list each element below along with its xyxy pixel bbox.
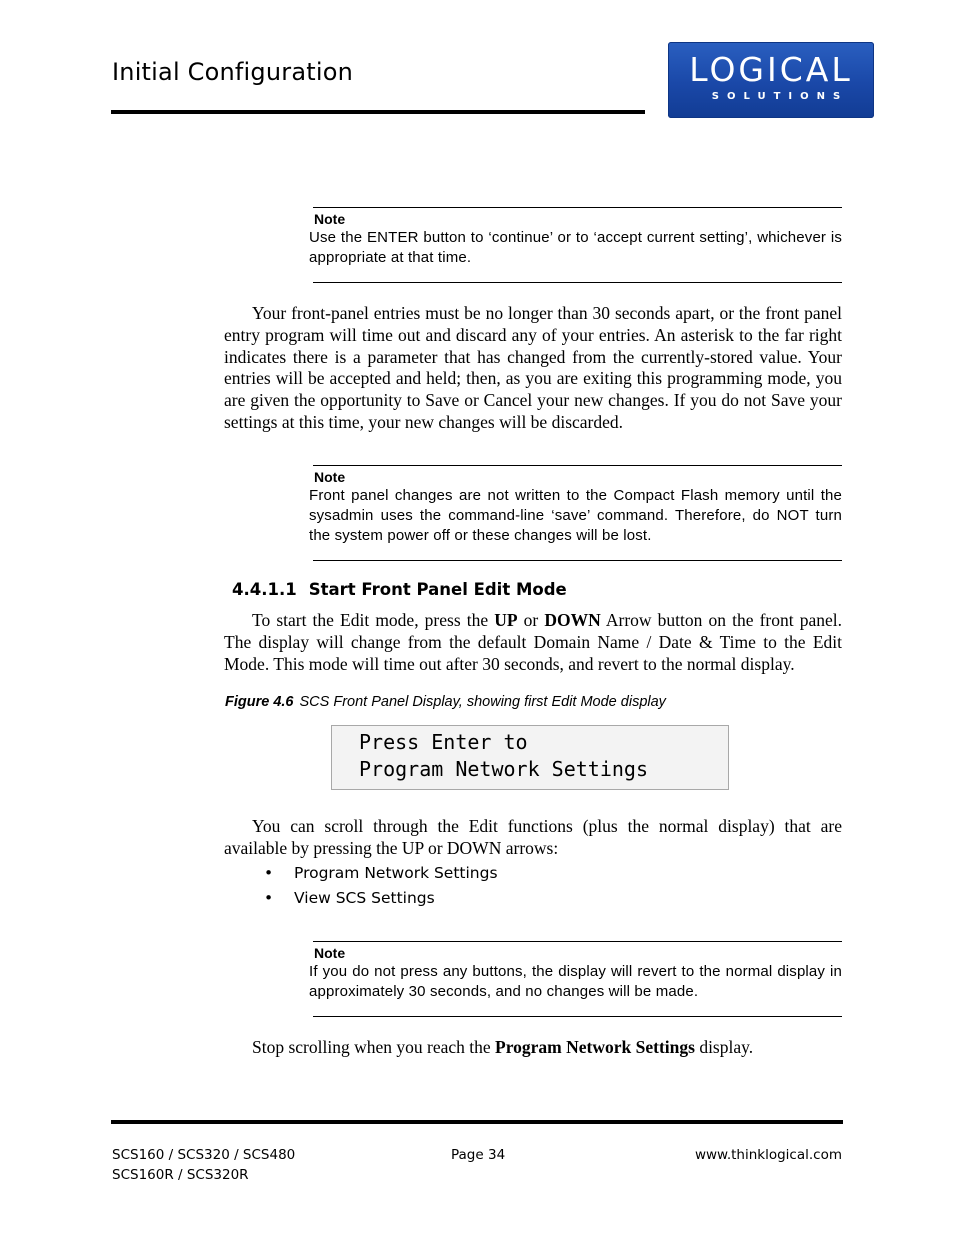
body-paragraph: Your front-panel entries must be no longer than 30 seconds apart, or the front panel entry program will time out and discard any of your entries. An asterisk to the far right indicates there is a parameter that has changed from the currently-stored value. Your entries will be accepted and held; then, as you are exiting this programming mode, you are given the opportunity to Save or Cancel your new changes. If you do not Save your settings at this time, your new changes will be discarded.: [224, 303, 842, 432]
section-number: 4.4.1.1: [232, 580, 297, 599]
footer-models: [112, 1145, 295, 1185]
note-text: Front panel changes are not written to the Compact Flash memory until the sysadmin uses the command-line ‘save’ command. Therefore, do NOT turn the system power off or these changes will be lost.: [309, 487, 842, 544]
list-item-text: View SCS Settings: [294, 889, 435, 907]
logical-solutions-logo: [668, 42, 874, 118]
note-box: [309, 207, 842, 283]
list-item: [264, 886, 498, 911]
page-title: Initial Configuration: [112, 58, 354, 86]
lcd-line-1: Press Enter to: [359, 730, 528, 754]
header-rule: [111, 110, 645, 114]
body-paragraph: You can scroll through the Edit functions (plus the normal display) that are available by pressing the UP or DOWN arrows:: [224, 816, 842, 858]
section-heading: [232, 580, 567, 599]
footer-page-number: Page 34: [451, 1147, 506, 1163]
down-key-label: DOWN: [544, 610, 601, 630]
bullet-list: [264, 861, 498, 911]
text-run: Arrow button on the front panel. The display will change from the default Domain Name / Date & Time to the Edit Mode. This mode will time out after 30 seconds, and revert to the normal display.: [224, 610, 842, 674]
note-title: Note: [314, 211, 346, 227]
list-item-text: Program Network Settings: [294, 864, 498, 882]
figure-caption-text: SCS Front Panel Display, showing first Edit Mode display: [299, 694, 666, 710]
figure-label: Figure 4.6: [225, 694, 294, 710]
body-paragraph: [224, 610, 842, 675]
figure-caption: [225, 694, 666, 710]
note-title: Note: [314, 469, 346, 485]
note-text: If you do not press any buttons, the display will revert to the normal display in approximately 30 seconds, and no changes will be made.: [309, 963, 842, 1000]
footer-website-link[interactable]: www.thinklogical.com: [694, 1147, 842, 1163]
footer-rule: [111, 1120, 843, 1124]
footer-models-line-2: SCS160R / SCS320R: [112, 1167, 249, 1183]
footer-models-line-1: SCS160 / SCS320 / SCS480: [112, 1147, 296, 1163]
text-run: To start the Edit mode, press the: [252, 610, 495, 630]
bullet-icon: •: [264, 889, 274, 907]
logo-sub-text: SOLUTIONS: [711, 91, 849, 102]
logo-main-text: LOGICAL: [689, 50, 853, 89]
text-run: or: [517, 610, 545, 630]
text-run: display.: [694, 1037, 754, 1057]
note-box: [309, 465, 842, 561]
front-panel-lcd-display: [331, 725, 729, 790]
up-key-label: UP: [494, 610, 518, 630]
body-paragraph: [224, 1037, 842, 1059]
lcd-line-2: Program Network Settings: [359, 757, 648, 781]
note-text: Use the ENTER button to ‘continue’ or to ‘accept current setting’, whichever is appropriate at that time.: [309, 229, 842, 266]
bold-text: Program Network Settings: [495, 1037, 695, 1057]
text-run: Stop scrolling when you reach the: [252, 1037, 496, 1057]
list-item: [264, 861, 498, 886]
section-title: Start Front Panel Edit Mode: [308, 580, 567, 599]
note-box: [309, 941, 842, 1017]
bullet-icon: •: [264, 864, 274, 882]
note-title: Note: [314, 945, 346, 961]
